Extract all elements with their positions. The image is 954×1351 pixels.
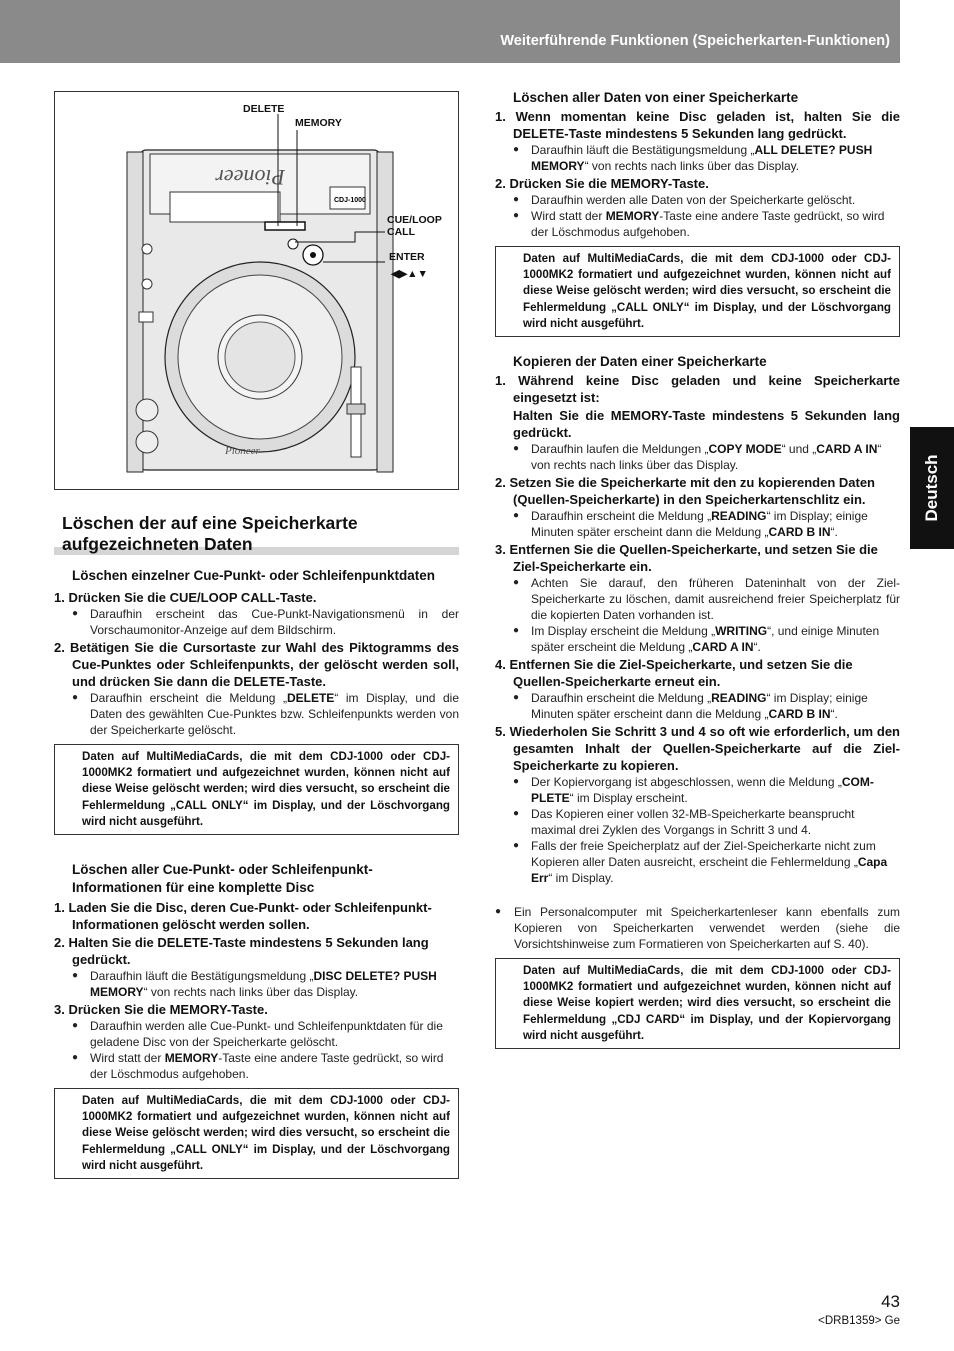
note-box: Daten auf MultiMediaCards, die mit dem CDJ-1000 oder CDJ-1000MK2 formatiert und aufgezeichnet wurden, können nicht auf diese Weise gelöscht werden; wird dies versucht, so erscheint die Fehlermeldung „CALL ONLY“ im Display, und der Löschvorgang wird nicht ausgeführt. (495, 246, 900, 337)
display-model-label: CDJ-1000 (334, 197, 366, 204)
bullet: ● Der Kopiervorgang ist abgeschlossen, wenn die Meldung „COM-PLETE“ im Display erscheint. (495, 774, 900, 806)
section-title: Löschen der auf eine Speicherkarte aufgezeichneten Daten (62, 513, 358, 554)
label-delete: DELETE (243, 103, 285, 115)
sub-title-copy: Kopieren der Daten einer Speicherkarte (513, 354, 767, 370)
right-column (495, 89, 900, 1049)
header-title: Weiterführende Funktionen (Speicherkarten-Funktionen) (500, 33, 890, 49)
bullet: ● Daraufhin läuft die Bestätigungsmeldung „DISC DELETE? PUSH MEMORY“ von rechts nach links über das Display. (54, 968, 459, 1000)
bullet: ● Falls der freie Speicherplatz auf der Ziel-Speicherkarte nicht zum Kopieren aller Daten ausreicht, erscheint die Fehlermeldung „Capa Err“ im Display. (495, 838, 900, 886)
brand-logo-top: Pioneer (215, 165, 285, 190)
note-box: Daten auf MultiMediaCards, die mit dem CDJ-1000 oder CDJ-1000MK2 formatiert und aufgezeichnet wurden, können nicht auf diese Weise gelöscht werden; wird dies versucht, so erscheint die Fehlermeldung „CALL ONLY“ im Display, und der Löschvorgang wird nicht ausgeführt. (54, 1088, 459, 1179)
step: 2. Betätigen Sie die Cursortaste zur Wahl des Piktogramms des Cue-Punktes oder Schleifenpunkts, der gelöscht werden soll, und drücken Sie dann die DELETE-Taste. (54, 640, 459, 689)
sub-title-card-delete: Löschen aller Daten von einer Speicherkarte (513, 90, 799, 105)
brand-logo-bottom: Pioneer (225, 445, 260, 457)
step: 5. Wiederholen Sie Schritt 3 und 4 so oft wie erforderlich, um den gesamten Inhalt der Quellen-Speicherkarte auf die Ziel-Speicherkarte zu kopieren. (495, 724, 900, 774)
general-note: ● Ein Personalcomputer mit Speicherkartenleser kann ebenfalls zum Kopieren von Speicherkarten verwendet werden (siehe die Vorsichtshinweise zum Formatieren von Speicherkarten auf S. 40). (495, 904, 900, 952)
bullet: ● Daraufhin läuft die Bestätigungsmeldung „ALL DELETE? PUSH MEMORY“ von rechts nach links über das Display. (495, 142, 900, 174)
bullet: ● Wird statt der MEMORY-Taste eine andere Taste gedrückt, so wird der Löschmodus aufgehoben. (54, 1050, 459, 1082)
step: 1. Wenn momentan keine Disc geladen ist, halten Sie die DELETE-Taste mindestens 5 Sekunden lang gedrückt. (495, 109, 900, 141)
label-memory: MEMORY (295, 117, 342, 129)
bullet: ● Das Kopieren einer vollen 32-MB-Speicherkarte beansprucht maximal drei Zyklen des Vorgangs in Schritt 3 und 4. (495, 806, 900, 838)
bullet: ● Achten Sie darauf, den früheren Dateninhalt von der Ziel-Speicherkarte zu löschen, damit ausreichend freier Speicherplatz für die kopierten Daten vorhanden ist. (495, 575, 900, 623)
step: 4. Entfernen Sie die Ziel-Speicherkarte, und setzen Sie die Quellen-Speicherkarte erneut ein. (495, 657, 853, 690)
language-tab-label: Deutsch (922, 454, 941, 522)
bullet: ● Im Display erscheint die Meldung „WRITING“, und einige Minuten später erscheint die Meldung „CARD A IN“. (495, 623, 900, 655)
note-box: Daten auf MultiMediaCards, die mit dem CDJ-1000 oder CDJ-1000MK2 formatiert und aufgezeichnet wurden, können nicht auf diese Weise kopiert werden; wird dies versucht, so erscheint die Fehlermeldung „CDJ CARD“ im Display, und der Kopiervorgang wird nicht ausgeführt. (495, 958, 900, 1049)
bullet: ● Daraufhin erscheint die Meldung „DELETE“ im Display, und die Daten des gewählten Cue-Punktes bzw. Schleifenpunkts werden von der Speicherkarte gelöscht. (54, 690, 459, 738)
sub-title-disc-delete: Löschen aller Cue-Punkt- oder Schleifenpunkt-Informationen für eine komplette Disc (72, 862, 373, 896)
bullet: ● Daraufhin erscheint die Meldung „READING“ im Display; einige Minuten später erscheint dann die Meldung „CARD B IN“. (495, 690, 900, 722)
step: 1. Während keine Disc geladen und keine Speicherkarte eingesetzt ist: (495, 373, 900, 406)
label-arrows: ◀▶▲▼ (391, 268, 428, 280)
note-box: Daten auf MultiMediaCards, die mit dem CDJ-1000 oder CDJ-1000MK2 formatiert und aufgezeichnet wurden, können nicht auf diese Weise gelöscht werden; wird dies versucht, so erscheint die Fehlermeldung „CALL ONLY“ im Display, und der Löschvorgang wird nicht ausgeführt. (54, 744, 459, 835)
left-column (54, 513, 459, 1179)
step: 1. Laden Sie die Disc, deren Cue-Punkt- oder Schleifenpunkt-Informationen gelöscht werden sollen. (54, 900, 432, 933)
bullet: ● Daraufhin erscheint die Meldung „READING“ im Display; einige Minuten später erscheint dann die Meldung „CARD B IN“. (495, 508, 900, 540)
page-header (0, 0, 900, 63)
label-enter: ENTER (389, 251, 425, 263)
device-figure (54, 91, 459, 490)
page-number: 43 (881, 1292, 900, 1311)
cdj-device-illustration (55, 92, 458, 489)
bullet: ● Wird statt der MEMORY-Taste eine andere Taste gedrückt, so wird der Löschmodus aufgehoben. (495, 208, 900, 240)
label-call: CALL (387, 226, 415, 238)
bullet: ● Daraufhin erscheint das Cue-Punkt-Navigationsmenü in der Vorschaumonitor-Anzeige auf dem Bildschirm. (54, 606, 459, 638)
step: 1. Drücken Sie die CUE/LOOP CALL-Taste. (54, 590, 317, 605)
language-tab (910, 427, 954, 549)
step: 2. Drücken Sie die MEMORY-Taste. (495, 176, 709, 191)
step: 3. Entfernen Sie die Quellen-Speicherkarte, und setzen Sie die Ziel-Speicherkarte ein. (495, 542, 878, 575)
step: 3. Drücken Sie die MEMORY-Taste. (54, 1002, 268, 1018)
step-continued: Halten Sie die MEMORY-Taste mindestens 5 Sekunden lang gedrückt. (513, 408, 900, 441)
document-code: <DRB1359> Ge (818, 1315, 900, 1327)
step: 2. Halten Sie die DELETE-Taste mindestens 5 Sekunden lang gedrückt. (54, 935, 429, 968)
bullet: ● Daraufhin werden alle Cue-Punkt- und Schleifenpunktdaten für die geladene Disc von der Speicherkarte gelöscht. (54, 1018, 459, 1050)
sub-title-single-delete: Löschen einzelner Cue-Punkt- oder Schleifenpunktdaten (72, 568, 436, 583)
label-cue-loop: CUE/LOOP (387, 214, 442, 226)
step: 2. Setzen Sie die Speicherkarte mit den zu kopierenden Daten (Quellen-Speicherkarte) in den Speicherkartenschlitz ein. (495, 475, 876, 508)
bullet: ● Daraufhin werden alle Daten von der Speicherkarte gelöscht. (495, 192, 900, 208)
bullet: ● Daraufhin laufen die Meldungen „COPY MODE“ und „CARD A IN“ von rechts nach links über das Display. (495, 441, 900, 473)
